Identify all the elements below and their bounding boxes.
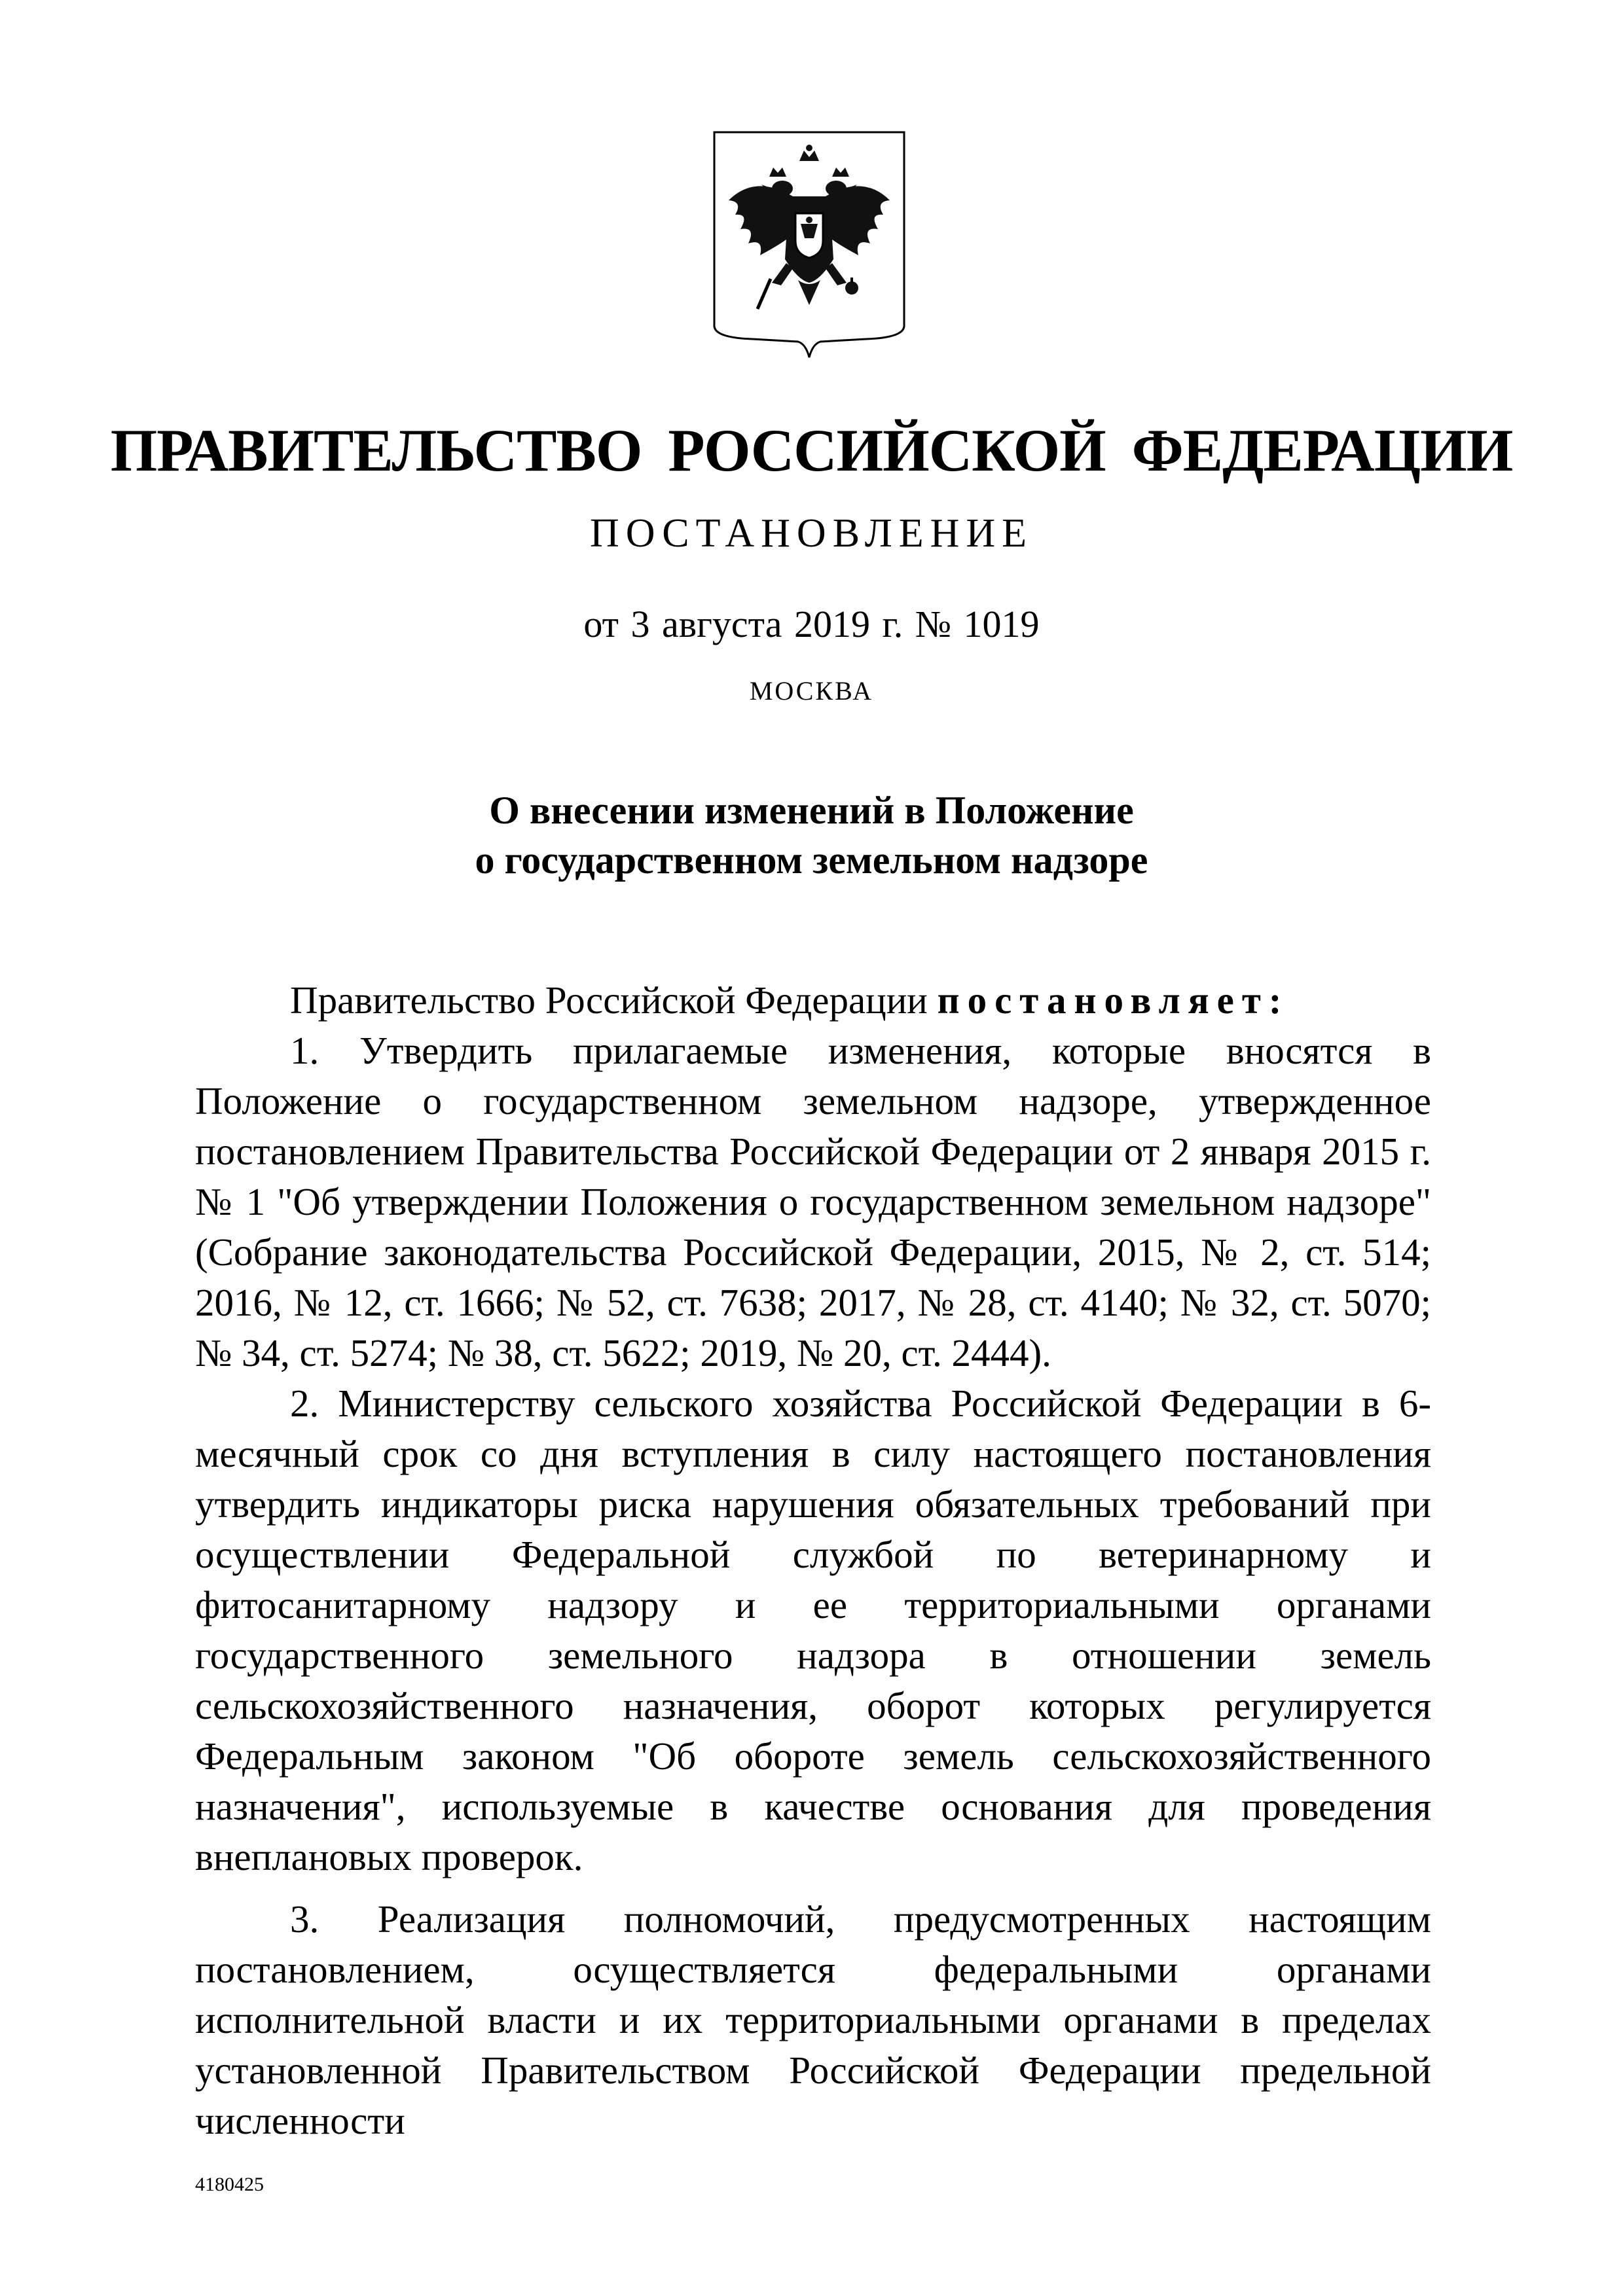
document-city: МОСКВА	[749, 676, 874, 706]
document-subject	[0, 785, 1623, 885]
russian-coat-of-arms-icon	[709, 128, 909, 364]
organization-title: ПРАВИТЕЛЬСТВО РОССИЙСКОЙ ФЕДЕРАЦИИ	[110, 417, 1513, 484]
subject-line-2: о государственном земельном надзоре	[475, 838, 1148, 882]
intro-text: Правительство Российской Федерации	[290, 978, 938, 1022]
document-body	[195, 975, 1431, 2146]
resolves-keyword: постановляет:	[937, 978, 1290, 1022]
subject-line-1: О внесении изменений в Положение	[489, 789, 1134, 832]
paragraph-1: 1. Утвердить прилагаемые изменения, которые вносятся в Положение о государственном земельном надзоре, утвержденное постановлением Правительства Российской Федерации от 2 января 2015 г. № 1 "Об утверждении Положения о государственном земельном надзоре" (Собрание законодательства Российской Федерации, 2015, № 2, ст. 514; 2016, № 12, ст. 1666; № 52, ст. 7638; 2017, № 28, ст. 4140; № 32, ст. 5070; № 34, ст. 5274; № 38, ст. 5622; 2019, № 20, ст. 2444).	[195, 1029, 1431, 1374]
intro-paragraph	[195, 975, 1431, 1026]
paragraph-2: 2. Министерству сельского хозяйства Российской Федерации в 6-месячный срок со дня вступления в силу настоящего постановления утвердить индикаторы риска нарушения обязательных требований при осуществлении Федеральной службой по ветеринарному и фитосанитарному надзору и ее территориальными органами государственного земельного надзора в отношении земель сельскохозяйственного назначения, оборот которых регулируется Федеральным законом "Об обороте земель сельскохозяйственного назначения", используемые в качестве основания для проведения внеплановых проверок.	[195, 1382, 1431, 1878]
paragraph-3: 3. Реализация полномочий, предусмотренных настоящим постановлением, осуществляется федеральными органами исполнительной власти и их территориальными органами в пределах установленной Правительством Российской Федерации предельной численности	[195, 1897, 1431, 2142]
document-type: ПОСТАНОВЛЕНИЕ	[589, 511, 1034, 556]
document-footer-code: 4180425	[195, 2174, 264, 2195]
coat-of-arms-emblem	[709, 128, 909, 364]
document-date-number: от 3 августа 2019 г. № 1019	[583, 603, 1040, 645]
